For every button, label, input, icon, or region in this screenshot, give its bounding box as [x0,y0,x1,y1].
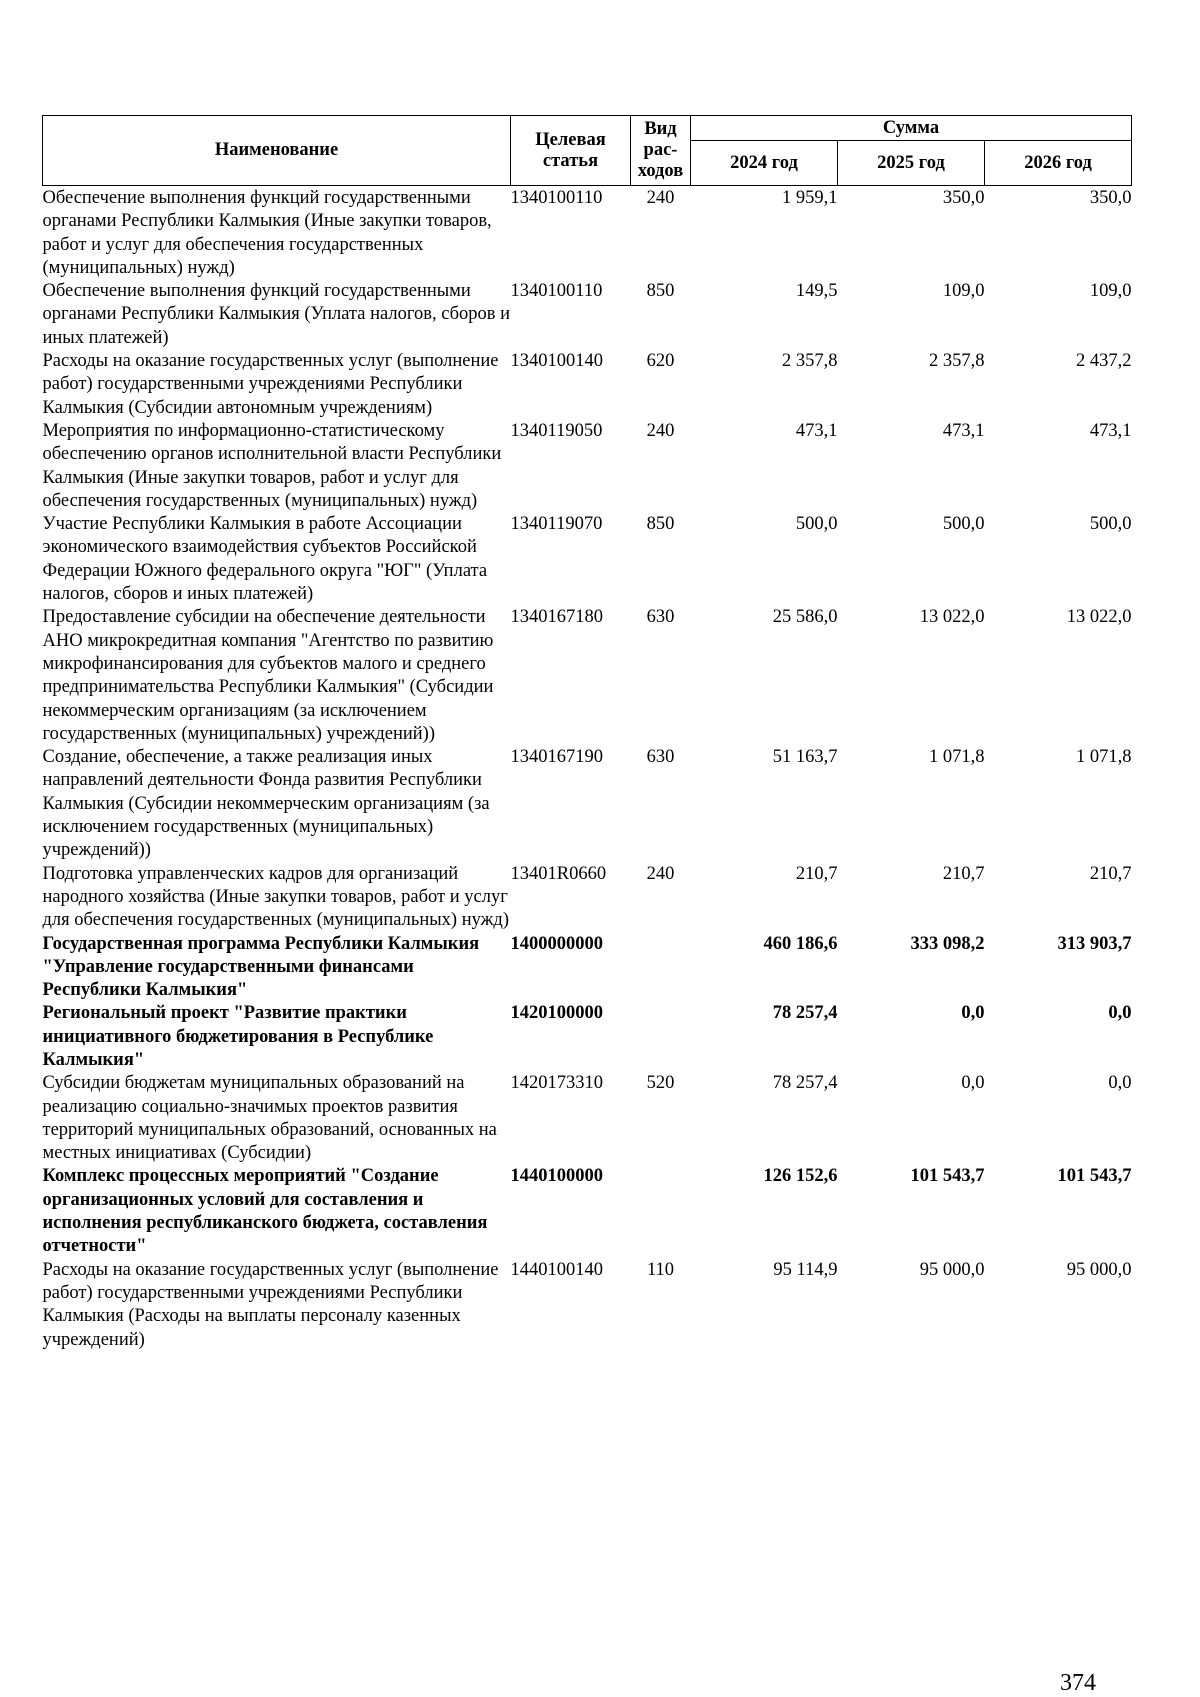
row-name: Создание, обеспечение, а также реализация иных направлений деятельности Фонда развития Республики Калмыкия (Субсидии некоммерческим организациям (за исключением государственных (муниципальных) учреждений)) [42,747,490,861]
row-amount-2026: 0,0 [1108,1003,1132,1024]
table-row [43,350,1132,420]
header-year-2024: 2024 год [691,141,838,186]
row-target-article: 1440100140 [510,1259,603,1280]
row-target-article: 1420173310 [510,1073,603,1094]
row-amount-2025: 95 000,0 [919,1259,985,1280]
row-name: Комплекс процессных мероприятий "Создание организационных условий для составления и исполнения республиканского бюджета, составления отчетности" [42,1166,488,1257]
row-amount-2024: 2 357,8 [782,351,838,372]
table-body [43,186,1132,1352]
row-name: Субсидии бюджетам муниципальных образований на реализацию социально-значимых проектов развития территорий муниципальных образований, основанных на местных инициативах (Субсидии) [42,1073,497,1164]
row-amount-2026: 210,7 [1089,863,1132,884]
row-amount-2024: 1 959,1 [782,188,838,208]
row-amount-2024: 126 152,6 [763,1166,838,1187]
row-amount-2026: 473,1 [1089,420,1132,441]
row-target-article: 1340167190 [510,747,603,768]
page-number: 374 [1060,1670,1096,1696]
row-name: Участие Республики Калмыкия в работе Ассоциации экономического взаимодействия субъектов Российской Федерации Южного федерального округа "ЮГ" (Уплата налогов, сборов и иных платежей) [42,514,488,605]
row-amount-2026: 13 022,0 [1066,607,1132,628]
row-amount-2024: 25 586,0 [772,607,838,628]
row-target-article: 1440100000 [510,1166,603,1187]
budget-table [42,115,1132,1352]
table-row [43,513,1132,606]
table-row [43,1259,1132,1352]
row-amount-2025: 210,7 [942,863,985,884]
row-expense-type: 620 [646,351,675,372]
row-target-article: 1340100140 [510,351,603,372]
row-name: Обеспечение выполнения функций государственными органами Республики Калмыкия (Уплата налогов, сборов и иных платежей) [42,281,511,348]
row-amount-2025: 1 071,8 [929,747,985,768]
table-header [43,116,1132,186]
row-expense-type [631,933,691,1003]
row-amount-2024: 51 163,7 [772,747,838,768]
row-amount-2024: 460 186,6 [763,933,838,954]
row-amount-2026: 313 903,7 [1057,933,1132,954]
table-row [43,420,1132,513]
row-amount-2026: 500,0 [1089,514,1132,535]
table-row [43,1072,1132,1165]
table-row [43,606,1132,746]
row-amount-2024: 78 257,4 [772,1073,838,1094]
row-target-article: 1340100110 [510,188,603,208]
row-target-article: 1400000000 [510,933,603,954]
row-amount-2025: 101 543,7 [910,1166,985,1187]
header-year-2025: 2025 год [838,141,985,186]
row-amount-2024: 149,5 [795,281,838,302]
row-amount-2025: 0,0 [961,1003,985,1024]
row-amount-2026: 101 543,7 [1057,1166,1132,1187]
row-name: Государственная программа Республики Калмыкия "Управление государственными финансами Республики Калмыкия" [42,933,480,1001]
table-row [43,186,1132,281]
header-target-article: Целевая статья [511,116,631,186]
row-amount-2026: 2 437,2 [1076,351,1132,372]
row-amount-2024: 210,7 [795,863,838,884]
header-year-2026: 2026 год [985,141,1132,186]
row-name: Расходы на оказание государственных услуг (выполнение работ) государственными учреждениями Республики Калмыкия (Субсидии автономным учреждениям) [42,351,499,418]
row-expense-type: 850 [646,281,675,302]
row-target-article: 1420100000 [510,1003,603,1024]
header-name: Наименование [43,116,511,186]
row-target-article: 1340100110 [510,281,603,302]
row-target-article: 1340119050 [510,420,603,441]
row-amount-2024: 95 114,9 [773,1259,838,1280]
header-sum: Сумма [691,116,1132,141]
row-expense-type [631,1165,691,1258]
row-expense-type: 520 [646,1073,675,1094]
row-name: Подготовка управленческих кадров для организаций народного хозяйства (Иные закупки товаров, работ и услуг для обеспечения государственных (муниципальных) нужд) [42,863,509,931]
row-amount-2026: 109,0 [1089,281,1132,302]
row-expense-type: 630 [646,607,675,628]
row-amount-2025: 2 357,8 [929,351,985,372]
table-row [43,746,1132,862]
table-row [43,933,1132,1003]
row-expense-type: 240 [646,863,675,884]
header-expense-type: Вид рас-ходов [631,116,691,186]
row-expense-type: 850 [646,514,675,535]
row-expense-type: 630 [646,747,675,768]
row-expense-type [631,1002,691,1072]
row-amount-2024: 500,0 [795,514,838,535]
row-expense-type: 110 [646,1259,675,1280]
table-row [43,863,1132,933]
row-name: Мероприятия по информационно-статистическому обеспечению органов исполнительной власти Республики Калмыкия (Иные закупки товаров, работ и услуг для обеспечения государственных (муниципальных) нужд) [42,420,502,511]
row-amount-2024: 473,1 [795,420,838,441]
row-amount-2025: 13 022,0 [919,607,985,628]
row-amount-2025: 333 098,2 [910,933,985,954]
row-expense-type: 240 [646,420,675,441]
row-amount-2026: 350,0 [1089,188,1132,208]
row-name: Обеспечение выполнения функций государственными органами Республики Калмыкия (Иные закупки товаров, работ и услуг для обеспечения государственных (муниципальных) нужд) [42,188,492,278]
row-amount-2025: 0,0 [961,1073,985,1094]
row-amount-2025: 473,1 [942,420,985,441]
row-name: Региональный проект "Развитие практики инициативного бюджетирования в Республике Калмыкия" [42,1003,434,1070]
table-row [43,1165,1132,1258]
row-name: Предоставление субсидии на обеспечение деятельности АНО микрокредитная компания "Агентство по развитию микрофинансирования для субъектов малого и среднего предпринимательства Республики Калмыкия" (Субсидии некоммерческим организациям (за исключением государственных (муниципальных) учреждений)) [42,607,494,744]
row-amount-2026: 1 071,8 [1076,747,1132,768]
row-target-article: 1340167180 [510,607,603,628]
row-target-article: 1340119070 [510,514,603,535]
row-name: Расходы на оказание государственных услуг (выполнение работ) государственными учреждениями Республики Калмыкия (Расходы на выплаты персоналу казенных учреждений) [42,1259,499,1350]
row-amount-2025: 500,0 [942,514,985,535]
row-amount-2025: 109,0 [942,281,985,302]
row-amount-2026: 0,0 [1108,1073,1132,1094]
row-expense-type: 240 [646,188,675,208]
row-target-article: 13401R0660 [510,863,607,884]
row-amount-2024: 78 257,4 [772,1003,838,1024]
row-amount-2026: 95 000,0 [1066,1259,1132,1280]
table-row [43,1002,1132,1072]
table-row [43,280,1132,350]
row-amount-2025: 350,0 [942,188,985,208]
